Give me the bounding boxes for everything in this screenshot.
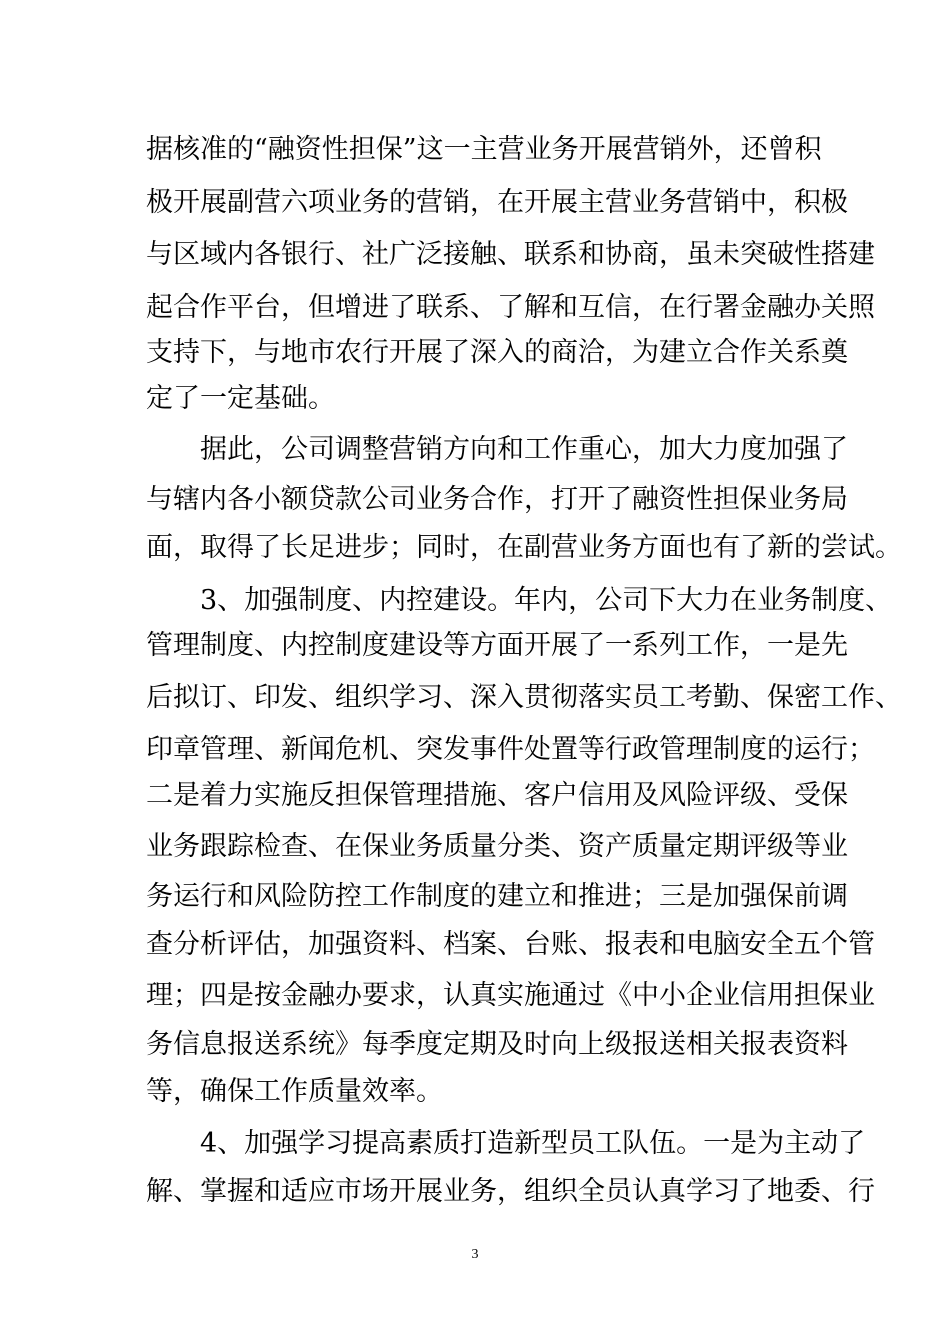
text-line: 与辖内各小额贷款公司业务合作，打开了融资性担保业务局 <box>146 484 848 515</box>
text-line: 后拟订、印发、组织学习、深入贯彻落实员工考勤、保密工作、 <box>146 682 902 713</box>
text-line: 与区域内各银行、社广泛接触、联系和协商，虽未突破性搭建 <box>146 239 875 270</box>
text-line: 支持下，与地市农行开展了深入的商洽，为建立合作关系奠 <box>146 337 848 368</box>
text-line: 查分析评估，加强资料、档案、台账、报表和电脑安全五个管 <box>146 929 875 960</box>
paragraph-start-line: 据此，公司调整营销方向和工作重心，加大力度加强了 <box>200 434 848 465</box>
text-line: 管理制度、内控制度建设等方面开展了一系列工作，一是先 <box>146 630 848 661</box>
text-line: 务信息报送系统》每季度定期及时向上级报送相关报表资料 <box>146 1029 848 1060</box>
text-line: 等，确保工作质量效率。 <box>146 1076 443 1107</box>
text-line: 业务跟踪检查、在保业务质量分类、资产质量定期评级等业 <box>146 831 848 862</box>
text-line: 定了一定基础。 <box>146 383 335 414</box>
text-line: 据核准的“融资性担保”这一主营业务开展营销外，还曾积 <box>146 134 822 165</box>
text-line: 印章管理、新闻危机、突发事件处置等行政管理制度的运行； <box>146 734 875 765</box>
section-heading-line: 3、加强制度、内控建设。年内，公司下大力在业务制度、 <box>200 585 893 616</box>
text-line: 起合作平台，但增进了联系、了解和互信，在行署金融办关照 <box>146 292 875 323</box>
text-line: 务运行和风险防控工作制度的建立和推进；三是加强保前调 <box>146 881 848 912</box>
text-line: 极开展副营六项业务的营销，在开展主营业务营销中，积极 <box>146 187 848 218</box>
page-number: 3 <box>471 1247 479 1262</box>
text-line: 面，取得了长足进步；同时，在副营业务方面也有了新的尝试。 <box>146 532 902 563</box>
text-line: 理；四是按金融办要求，认真实施通过《中小企业信用担保业 <box>146 980 875 1011</box>
text-line: 解、掌握和适应市场开展业务，组织全员认真学习了地委、行 <box>146 1176 875 1207</box>
section-heading-line: 4、加强学习提高素质打造新型员工队伍。一是为主动了 <box>200 1128 866 1159</box>
text-line: 二是着力实施反担保管理措施、客户信用及风险评级、受保 <box>146 780 848 811</box>
